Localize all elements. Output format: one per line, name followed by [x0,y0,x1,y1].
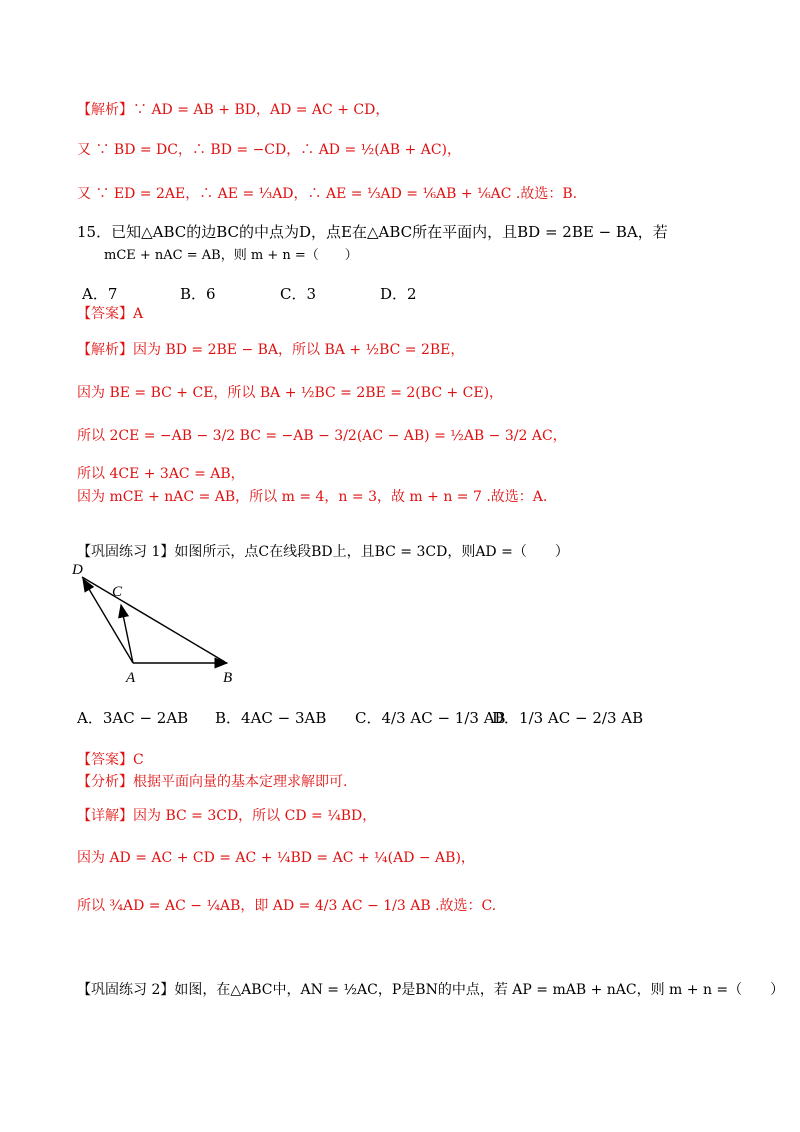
practice1-figure [68,560,248,690]
practice1-detail-line1: 【详解】因为 BC = 3CD，所以 CD = ¼BD， [77,808,377,824]
practice2-stem: 【巩固练习 2】如图，在△ABC中，AN = ½AC，P是BN的中点，若 AP = mAB + nAC，则 m + n =（ ） [77,982,785,998]
q15-solution-line3: 所以 2CE = −AB − 3/2 BC = −AB − 3/2(AC − AB) = ½AB − 3/2 AC， [77,428,567,444]
label-a: A [126,670,136,686]
solution14-line1: 【解析】∵ AD = AB + BD，AD = AC + CD， [77,102,390,118]
q15-stem-line2: mCE + nAC = AB，则 m + n =（ ） [104,248,358,263]
solution14-line3: 又 ∵ ED = 2AE，∴ AE = ⅓AD，∴ AE = ⅓AD = ⅙AB + ⅙AC .故选：B. [77,186,578,202]
label-b: B [223,670,233,686]
label-c: C [112,584,123,600]
q15-solution-line4: 所以 4CE + 3AC = AB， [77,466,245,482]
practice1-detail-line3: 所以 ¾AD = AC − ¼AB，即 AD = 4/3 AC − 1/3 AB .故选：C. [77,898,497,914]
q15-option-a: A．7 [82,285,118,303]
practice1-option-c: C．4/3 AC − 1/3 AB [355,709,506,727]
practice1-option-a: A．3AC − 2AB [77,709,189,727]
practice1-option-d: D．1/3 AC − 2/3 AB [492,709,644,727]
q15-answer: 【答案】A [77,306,144,322]
solution14-line2: 又 ∵ BD = DC，∴ BD = −CD，∴ AD = ½(AB + AC)， [77,142,462,158]
practice1-option-b: B．4AC − 3AB [215,709,327,727]
q15-stem-line1: 15．已知△ABC的边BC的中点为D，点E在△ABC所在平面内，且BD = 2BE − BA，若 [77,223,668,241]
practice1-answer: 【答案】C [77,752,144,768]
q15-option-b: B．6 [180,285,216,303]
segment-db [82,577,225,662]
q15-option-c: C．3 [280,285,317,303]
q15-option-d: D．2 [380,285,417,303]
vector-ac [121,605,133,663]
practice1-analysis: 【分析】根据平面向量的基本定理求解即可. [77,774,348,790]
label-d: D [72,562,83,578]
q15-solution-line2: 因为 BE = BC + CE，所以 BA + ½BC = 2BE = 2(BC + CE)， [77,385,504,401]
practice1-detail-line2: 因为 AD = AC + CD = AC + ¼BD = AC + ¼(AD − AB)， [77,850,475,866]
vector-ad [83,579,133,663]
q15-solution-line5: 因为 mCE + nAC = AB，所以 m = 4，n = 3，故 m + n = 7 .故选：A. [77,489,548,505]
q15-solution-line1: 【解析】因为 BD = 2BE − BA，所以 BA + ½BC = 2BE， [77,342,465,358]
practice1-stem: 【巩固练习 1】如图所示，点C在线段BD上，且BC = 3CD，则AD =（ ） [77,544,569,560]
